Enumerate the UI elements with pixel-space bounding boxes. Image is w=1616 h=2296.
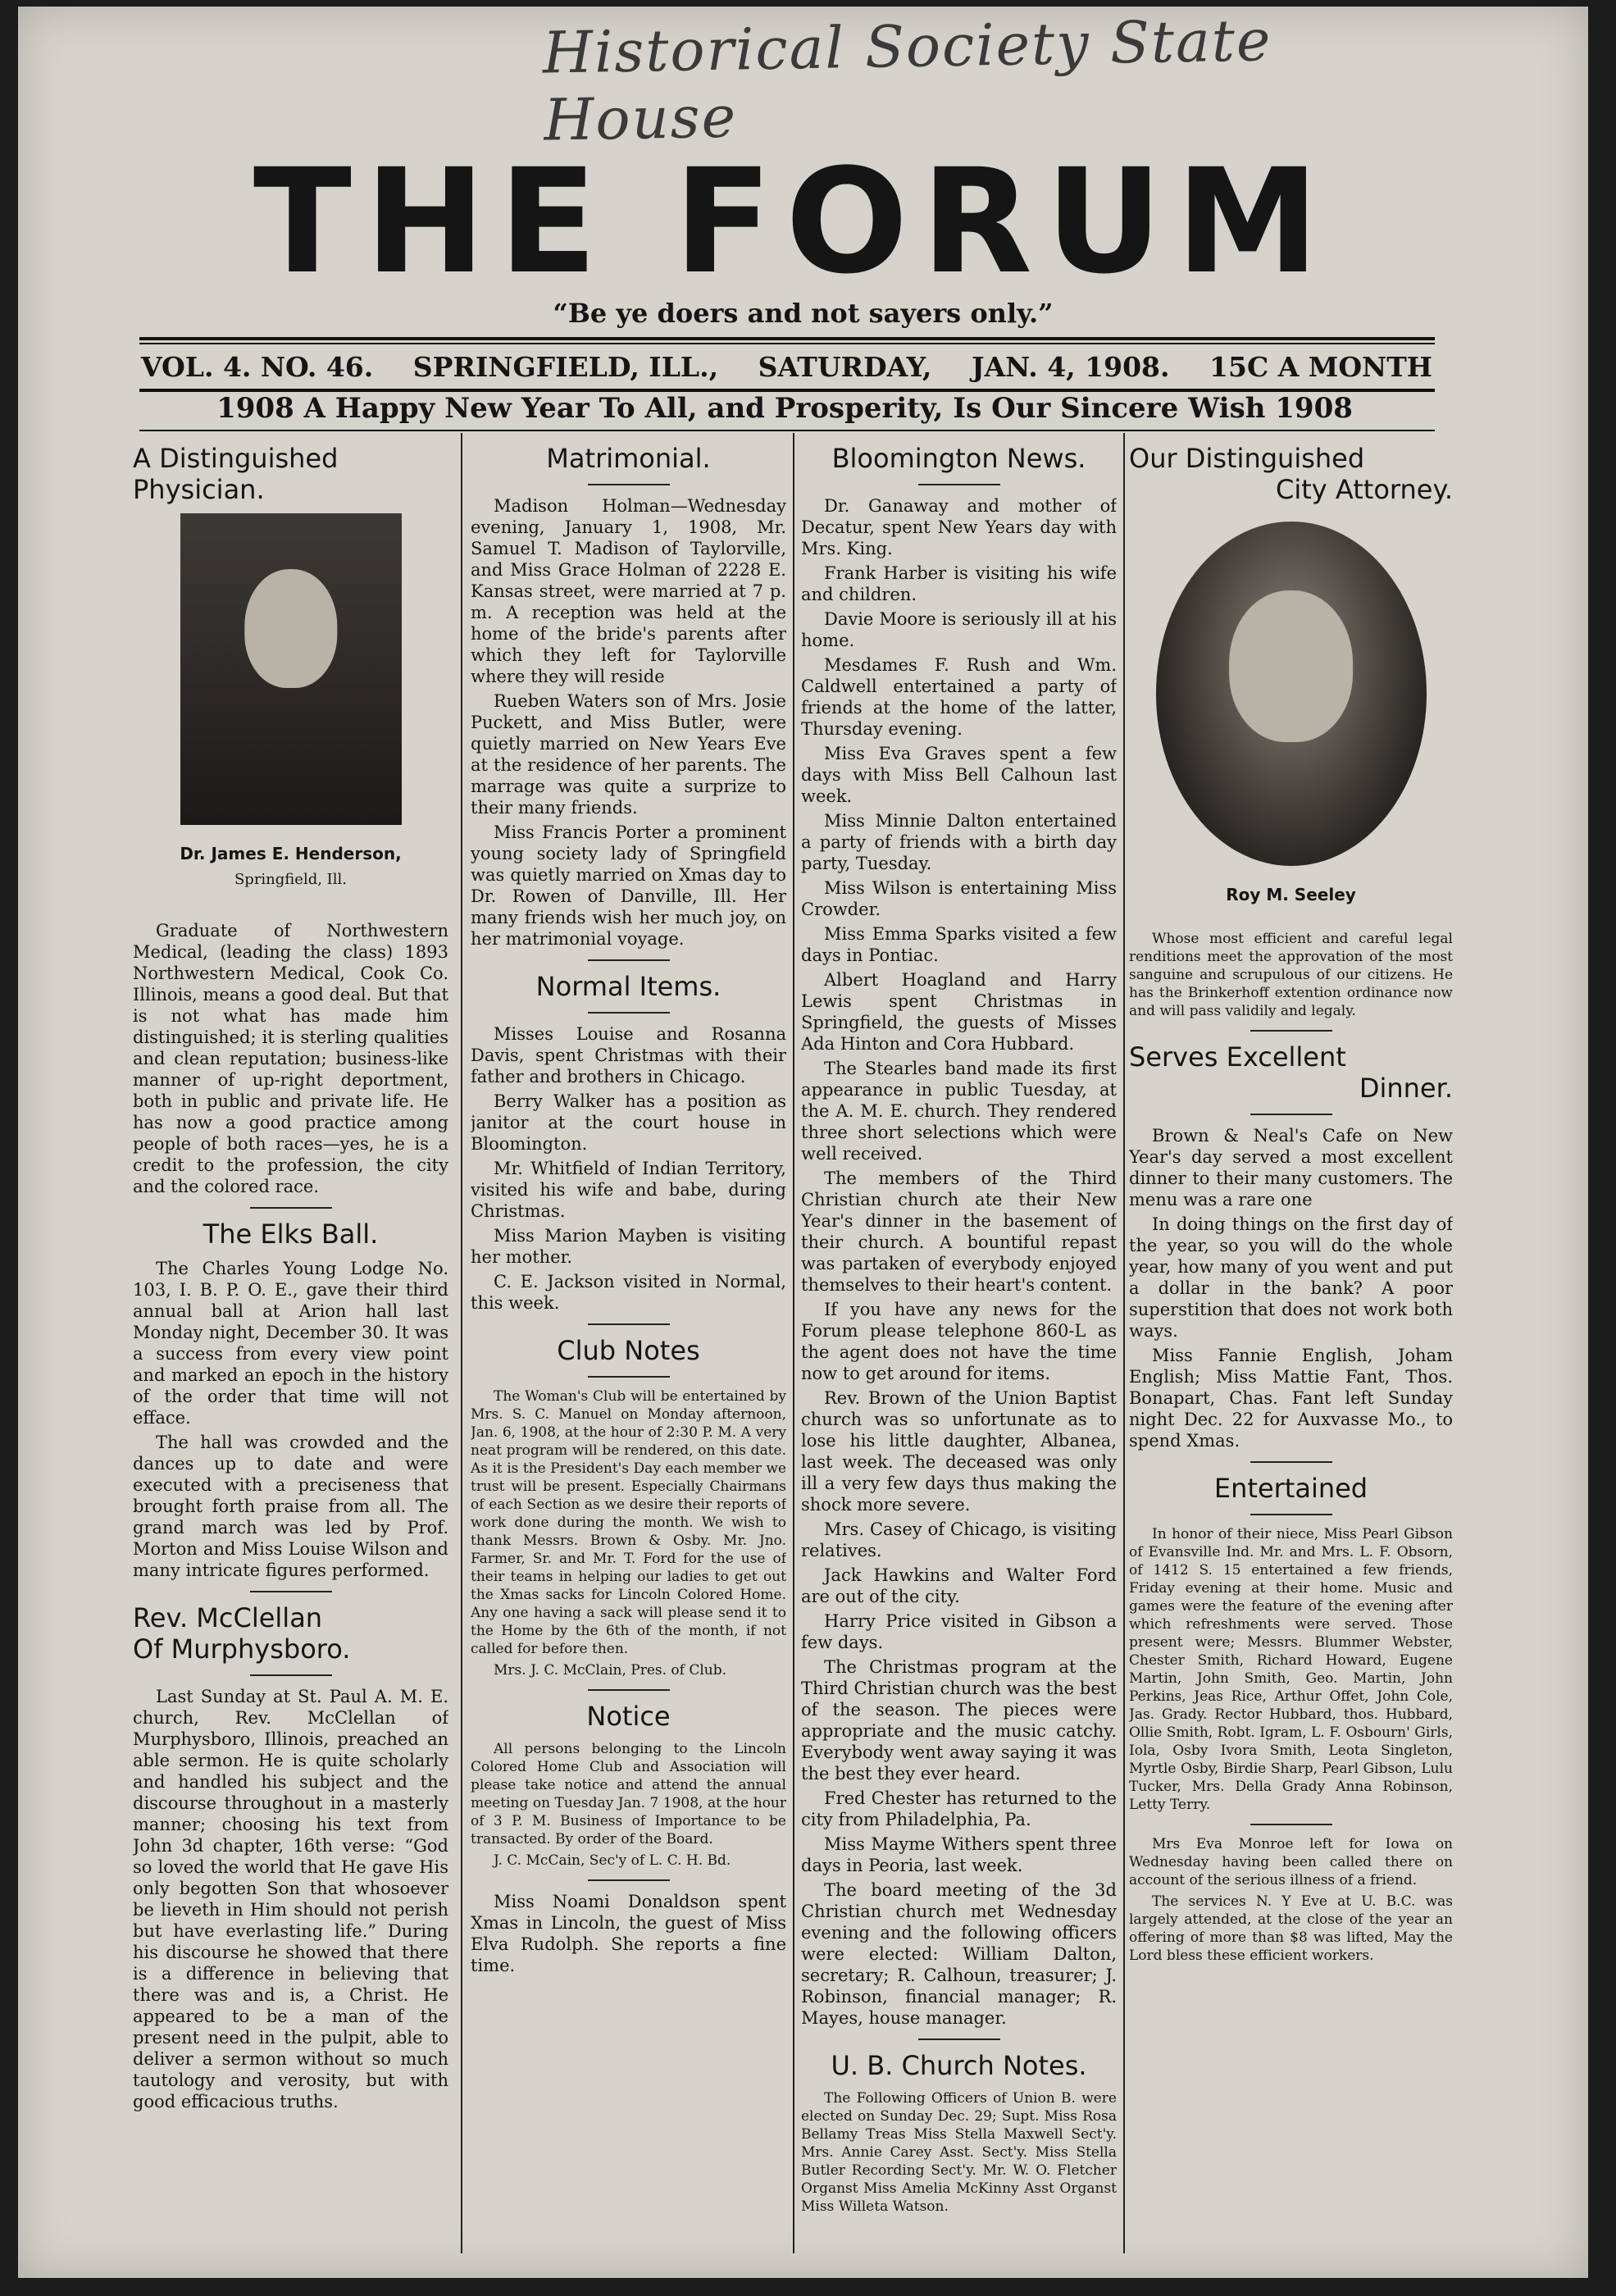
article-text: All persons belonging to the Lincoln Colored Home Club and Association will please take notice and attend the annual meeting on Tuesday Jan. 7 1908, at the hour of 3 P. M. Business of Importance to be transacted. By order of the Board. [471, 1741, 786, 1847]
article-text: Miss Mayme Withers spent three days in Peoria, last week. [801, 1834, 1117, 1875]
headline-elks-ball: The Elks Ball. [203, 1219, 379, 1250]
weekday: SATURDAY, [758, 350, 932, 383]
headline-notice: Notice [586, 1701, 671, 1732]
headline-normal-items: Normal Items. [535, 971, 722, 1002]
place: SPRINGFIELD, ILL., [412, 350, 719, 383]
portrait-henderson [180, 513, 402, 825]
section-rule [918, 2039, 1000, 2040]
article-text: Misses Louise and Rosanna Davis, spent Christmas with their father and brothers in Chicago. [471, 1024, 786, 1086]
section-rule [1250, 1030, 1332, 1032]
article-text: Brown & Neal's Cafe on New Year's day served a most excellent dinner to their many customers. The menu was a rare one [1129, 1126, 1453, 1210]
article-text: If you have any news for the Forum please telephone 860-L as the agent does not have the time now to get around for items. [801, 1300, 1117, 1383]
article-signature: Mrs. J. C. McClain, Pres. of Club. [494, 1662, 727, 1679]
article-text: In doing things on the first day of the year, so you will do the whole year, how many of you went and put a dollar in the bank? A poor superstition that does not work both ways. [1129, 1214, 1453, 1341]
article-text: The Charles Young Lodge No. 103, I. B. P. O. E., gave their third annual ball at Arion hall last Monday night, December 30. It was a success from every view point and marked an epoch in the history of the order that time will not efface. [133, 1259, 448, 1428]
portrait-face [244, 569, 337, 687]
article-text: Mesdames F. Rush and Wm. Caldwell entertained a party of friends at the home of the latter, Thursday evening. [801, 655, 1117, 739]
top-rule-thin [139, 343, 1435, 344]
column-2 [471, 438, 786, 2262]
article-text: Miss Minnie Dalton entertained a party of friends with a birth day party, Tuesday. [801, 811, 1117, 873]
article-text: The Stearles band made its first appearance in public Tuesday, at the A. M. E. church. They rendered three short selections which were well received. [801, 1059, 1117, 1164]
price: 15C A MONTH [1209, 350, 1432, 383]
article-text: Miss Marion Mayben is visiting her mother. [471, 1226, 786, 1267]
headline-dinner-1: Serves Excellent [1129, 1041, 1346, 1073]
article-text: The board meeting of the 3d Christian church met Wednesday evening and the following officers were elected: William Dalton, secretary; R. Calhoun, treasurer; J. Robinson, financial manager; R. Mayes, house manager. [801, 1880, 1117, 2028]
portrait-caption: Dr. James E. Henderson, [180, 844, 402, 863]
column-divider [461, 433, 462, 2253]
article-text: The members of the Third Christian church ate their New Year's dinner in the basement of their church. A bountiful repast was partaken of everybody enjoyed themselves to their heart's content. [801, 1168, 1117, 1295]
section-rule [250, 1674, 332, 1676]
masthead-motto: “Be ye doers and not sayers only.” [553, 298, 1054, 329]
section-rule [250, 1591, 332, 1592]
article-text: The Christmas program at the Third Christian church was the best of the season. The pieces were appropriate and the music catchy. Everybody went away saying it was the best they ever heard. [801, 1657, 1117, 1784]
headline-dinner-2: Dinner. [1359, 1073, 1453, 1104]
article-text: Rueben Waters son of Mrs. Josie Puckett, and Miss Butler, were quietly married on New Years Eve at the residence of her parents. The marrage was quite a surprize to their many friends. [471, 691, 786, 818]
article-text: The services N. Y Eve at U. B.C. was largely attended, at the close of the year an offering of more than $8 was lifted, May the Lord bless these efficient workers. [1129, 1893, 1453, 1964]
top-rule [139, 337, 1435, 340]
article-text: Rev. Brown of the Union Baptist church was so unfortunate as to lose his little daughter, Albanea, last week. The deceased was only ill a very few days thus making the shock more severe. [801, 1388, 1117, 1515]
section-rule [588, 1012, 670, 1014]
article-text: Graduate of Northwestern Medical, (leading the class) 1893 Northwestern Medical, Cook Co. Illinois, means a good deal. But that is not what has made him distinguished; it is sterling qualities and clean reputation; business-like manner of up-right deportment, both in public and private life. He has now a good practice among people of both races—yes, he is a credit to the profession, the city and the colored race. [133, 921, 448, 1196]
section-rule [1250, 1114, 1332, 1115]
dateline [141, 347, 1432, 386]
section-rule [1250, 1461, 1332, 1463]
headline-matrimonial: Matrimonial. [546, 443, 711, 474]
headline-city-attorney-2: City Attorney. [1276, 474, 1453, 505]
column-4 [1129, 438, 1453, 2262]
issue-date: JAN. 4, 1908. [971, 350, 1170, 383]
section-rule [588, 484, 670, 485]
article-text: Whose most efficient and careful legal renditions meet the approvation of the most sanguine and scrupulous of our citizens. He has the Brinkerhoff extention ordinance now and will pass validily and legaly. [1129, 931, 1453, 1019]
section-rule [588, 959, 670, 961]
greeting-rule [139, 430, 1435, 431]
volume-number: VOL. 4. NO. 46. [141, 350, 374, 383]
headline-bloomington-news: Bloomington News. [831, 443, 1086, 474]
portrait-caption-sub: Springfield, Ill. [234, 871, 348, 888]
masthead-title: THE FORUM [253, 138, 1333, 306]
headline-city-attorney-1: Our Distinguished [1129, 443, 1365, 474]
section-rule [1250, 1514, 1332, 1515]
article-text: Mrs. Casey of Chicago, is visiting relatives. [801, 1519, 1117, 1560]
article-text: The hall was crowded and the dances up to date and were executed with a preciseness that brought forth praise from all. The grand march was led by Prof. Morton and Miss Louise Wilson and many intricate figures performed. [133, 1433, 448, 1580]
headline-ub-church-notes: U. B. Church Notes. [831, 2050, 1087, 2081]
article-text: Jack Hawkins and Walter Ford are out of the city. [801, 1565, 1117, 1606]
headline-club-notes: Club Notes [557, 1335, 700, 1366]
article-text: Miss Fannie English, Joham English; Miss Mattie Fant, Thos. Bonapart, Chas. Fant left Sunday night Dec. 22 for Auxvasse Mo., to spend Xmas. [1129, 1346, 1453, 1451]
article-text: Dr. Ganaway and mother of Decatur, spent New Years day with Mrs. King. [801, 496, 1117, 558]
article-signature: J. C. McCain, Sec'y of L. C. H. Bd. [494, 1852, 731, 1869]
article-text: Mr. Whitfield of Indian Territory, visited his wife and babe, during Christmas. [471, 1159, 786, 1221]
headline-physician: A Distinguished Physician. [133, 443, 339, 505]
newspaper-page [18, 7, 1588, 2278]
article-text: Davie Moore is seriously ill at his home. [801, 609, 1117, 650]
article-text: Miss Emma Sparks visited a few days in Pontiac. [801, 924, 1117, 965]
section-rule [250, 1207, 332, 1209]
article-text: Miss Eva Graves spent a few days with Miss Bell Calhoun last week. [801, 744, 1117, 806]
handwritten-note: Historical Society State House [542, 7, 1272, 154]
article-text: C. E. Jackson visited in Normal, this week. [471, 1272, 786, 1313]
column-divider [793, 433, 794, 2253]
section-rule [1250, 1824, 1332, 1825]
headline-entertained: Entertained [1213, 1473, 1368, 1504]
article-text: Fred Chester has returned to the city from Philadelphia, Pa. [801, 1788, 1117, 1829]
column-divider [1123, 433, 1125, 2253]
article-text: Harry Price visited in Gibson a few days. [801, 1611, 1117, 1652]
section-rule [588, 1689, 670, 1691]
article-text: The Following Officers of Union B. were elected on Sunday Dec. 29; Supt. Miss Rosa Bellamy Treas Miss Stella Maxwell Sect'y. Mrs. Annie Carey Asst. Sect'y. Miss Stella Butler Recording Sect'y. Mr. W. O. Fletcher Organst Miss Amelia McKinny Asst Organst Miss Willeta Watson. [801, 2090, 1117, 2215]
article-text: The Woman's Club will be entertained by Mrs. S. C. Manuel on Monday afternoon, Jan. 6, 1908, at the hour of 2:30 P. M. A very neat program will be rendered, on this date. As it is the President's Day each member we trust will be present. Especially Chairmans of each Section as we desire their reports of work done during the month. We wish to thank Messrs. Brown & Osby. Mr. Jno. Farmer, Sr. and Mr. T. Ford for the use of their teams in helping our ladies to get out the Xmas sacks for Lincoln Colored Home. Any one having a sack will please send it to the Home by the 6th of the month, if not called for before then. [471, 1388, 786, 1657]
article-text: Miss Noami Donaldson spent Xmas in Lincoln, the guest of Miss Elva Rudolph. She reports a fine time. [471, 1892, 786, 1975]
article-text: Frank Harber is visiting his wife and children. [801, 563, 1117, 604]
portrait-face [1229, 590, 1354, 742]
article-text: Berry Walker has a position as janitor at the court house in Bloomington. [471, 1091, 786, 1154]
article-text: In honor of their niece, Miss Pearl Gibson of Evansville Ind. Mr. and Mrs. L. F. Obsorn, of 1412 S. 15 entertained a few friends, Friday evening at their home. Music and games were the feature of the evening after which refreshments were served. Those present were; Messrs. Blummer Webster, Chester Smith, Richard Howard, Eugene Martin, John Smith, Geo. Martin, John Perkins, Jeas Rice, Arthur Offet, John Cole, Jas. Grady. Rector Hubbard, thos. Hubbard, Ollie Smith, Robt. Igram, L. F. Osbourn' Girls, Iola, Osby Ivora Smith, Leota Singleton, Myrtle Osby, Birdie Sharp, Pearl Gibson, Lulu Tucker, Mrs. Della Grady Anna Robinson, Letty Terry. [1129, 1526, 1453, 1813]
portrait-caption: Roy M. Seeley [1226, 885, 1356, 904]
article-text: Mrs Eva Monroe left for Iowa on Wednesday having been called there on account of the serious illness of a friend. [1129, 1836, 1453, 1888]
column-3 [801, 438, 1117, 2262]
section-rule [918, 484, 1000, 485]
section-rule [588, 1376, 670, 1378]
headline-mcclellan-1: Rev. McClellan [133, 1602, 323, 1633]
column-1 [133, 438, 448, 2262]
article-text: Miss Francis Porter a prominent young society lady of Springfield was quietly married on Xmas day to Dr. Rowen of Danville, Ill. Her many friends wish her much joy, on her matrimonial voyage. [471, 822, 786, 949]
section-rule [588, 1323, 670, 1325]
article-text: Albert Hoagland and Harry Lewis spent Christmas in Springfield, the guests of Misses Ada Hinton and Cora Hubbard. [801, 970, 1117, 1054]
article-text: Madison Holman—Wednesday evening, January 1, 1908, Mr. Samuel T. Madison of Taylorville, and Miss Grace Holman of 2228 E. Kansas street, were married at 7 p. m. A reception was held at the home of the bride's parents after which they left for Taylorville where they will reside [471, 496, 786, 686]
headline-mcclellan-2: Of Murphysboro. [133, 1633, 351, 1665]
article-text: Miss Wilson is entertaining Miss Crowder. [801, 878, 1117, 919]
portrait-seeley [1156, 522, 1427, 866]
article-text: Last Sunday at St. Paul A. M. E. church, Rev. McClellan of Murphysboro, Illinois, preached an able sermon. He is quite scholarly and handled his subject and the discourse throughout in a masterly manner; choosing his text from John 3d chapter, 16th verse: “God so loved the world that He gave His only begotten Son that whosoever be lieveth in Him should not perish but have everlasting life.” During his discourse he showed that there is a difference in believing that there was and is, a Christ. He appeared to be a man of the present need in the pulpit, able to deliver a sermon without so much tautology and verosity, but with good efficacious truths. [133, 1687, 448, 2112]
new-year-greeting: 1908 A Happy New Year To All, and Prosperity, Is Our Sincere Wish 1908 [216, 392, 1353, 425]
section-rule [588, 1879, 670, 1881]
